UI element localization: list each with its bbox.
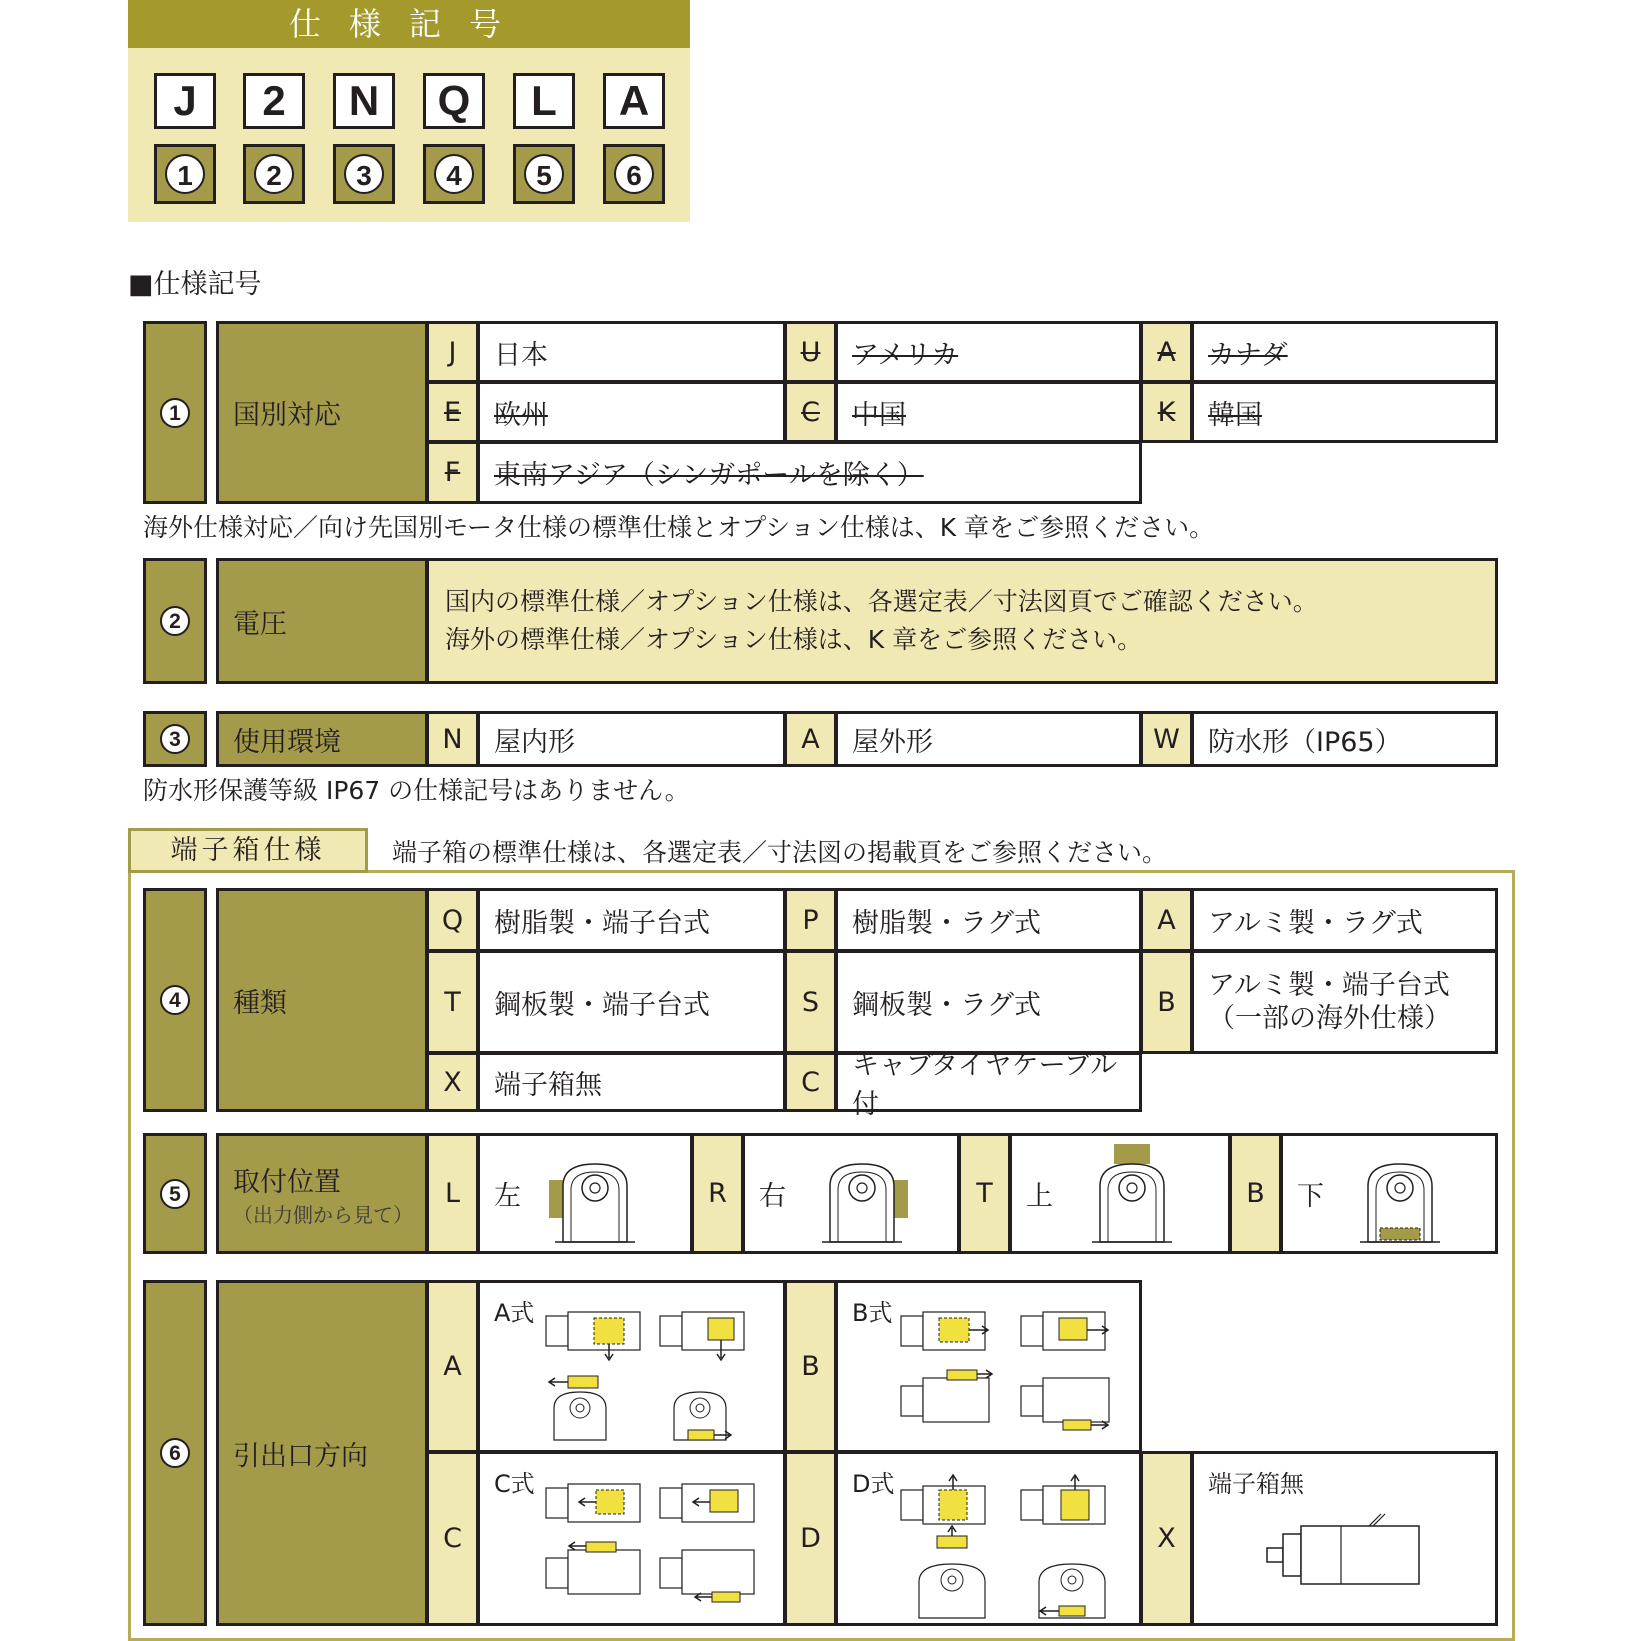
s5-value-label: 下 [1297, 1181, 1324, 1212]
s1-value-label: カナダ [1208, 339, 1288, 371]
s4-code-S: S [784, 950, 837, 1054]
s4-value-P [835, 888, 1142, 952]
mount-top-drawing [1082, 1140, 1182, 1246]
s2-line-1: 国内の標準仕様／オプション仕様は、各選定表／寸法図頁でご確認ください。 [445, 587, 1318, 616]
code-char-2: 2 [243, 73, 305, 129]
terminal-box-tab: 端子箱仕様 [128, 828, 368, 873]
circled-number: 6 [614, 154, 654, 194]
s4-code-P: P [784, 888, 837, 952]
s1-code-F: F [426, 441, 479, 504]
s1-value-A [1191, 321, 1498, 383]
s1-value-label: 日本 [494, 339, 548, 371]
circled-number: 5 [160, 1179, 190, 1209]
code-num-1 [154, 144, 216, 204]
code-num-3 [333, 144, 395, 204]
mount-right-drawing [812, 1156, 912, 1246]
circled-number: 1 [165, 154, 205, 194]
s6-value-label: A式 [494, 1299, 535, 1327]
s6-value-label: C式 [494, 1470, 535, 1498]
s4-code-X: X [426, 1052, 479, 1112]
code-char-1: J [154, 73, 216, 129]
s1-code-C: C [784, 381, 837, 443]
s3-value-label: 防水形（IP65） [1208, 726, 1402, 758]
code-num-2 [243, 144, 305, 204]
s5-code-T: T [958, 1133, 1011, 1254]
s6-code-X: X [1140, 1451, 1193, 1626]
s3-code-W: W [1140, 711, 1193, 767]
s1-code-J: J [426, 321, 479, 383]
s4-name [216, 888, 428, 1112]
s4-value-label: 鋼板製・端子台式 [494, 989, 710, 1021]
s6-value-label: 端子箱無 [1208, 1470, 1304, 1498]
mount-left-drawing [545, 1156, 645, 1246]
circled-number: 4 [160, 985, 190, 1015]
s4-value-label: キャブタイヤケーブル付 [852, 1050, 1118, 1120]
s3-code-A: A [784, 711, 837, 767]
s6-value-label: B式 [852, 1299, 893, 1327]
s1-value-label: 韓国 [1208, 399, 1262, 431]
code-char-4: Q [423, 73, 485, 129]
s5-code-R: R [691, 1133, 744, 1254]
s4-value-Q [477, 888, 786, 952]
s6-code-D: D [784, 1451, 837, 1626]
s5-value-label: 右 [759, 1181, 786, 1212]
s2-line-2: 海外の標準仕様／オプション仕様は、K 章をご参照ください。 [445, 625, 1143, 654]
s5-number [143, 1133, 207, 1254]
s3-value-W [1191, 711, 1498, 767]
s1-code-E: E [426, 381, 479, 443]
s4-value-label: 樹脂製・端子台式 [494, 907, 710, 939]
code-char-5: L [513, 73, 575, 129]
s4-value-C [835, 1050, 1142, 1120]
s5-value-label: 上 [1026, 1181, 1053, 1212]
s5-name-label: 取付位置 [233, 1166, 341, 1198]
s4-number [143, 888, 207, 1112]
s4-value-B [1191, 950, 1498, 1054]
s3-value-A [835, 711, 1142, 767]
spec-code-title: 仕様記号 [128, 0, 690, 48]
s4-value-label-2: （一部の海外仕様） [1208, 1003, 1451, 1034]
s4-value-label: アルミ製・端子台式 [1208, 970, 1450, 1001]
s4-value-A [1191, 888, 1498, 952]
circled-number: 1 [160, 398, 190, 428]
s4-value-label: 樹脂製・ラグ式 [852, 907, 1041, 939]
s2-name-label: 電圧 [233, 608, 287, 640]
s3-number [143, 711, 207, 767]
s1-name [216, 321, 428, 504]
circled-number: 4 [434, 154, 474, 194]
s3-code-N: N [426, 711, 479, 767]
s6-code-A: A [426, 1280, 479, 1453]
s3-value-label: 屋内形 [494, 726, 575, 758]
s1-code-U: U [784, 321, 837, 383]
s1-number [143, 321, 207, 504]
s6-number [143, 1280, 207, 1626]
s6-value-label: D式 [852, 1470, 895, 1498]
s4-code-A: A [1140, 888, 1193, 952]
s4-value-label: アルミ製・ラグ式 [1208, 907, 1423, 939]
circled-number: 3 [344, 154, 384, 194]
s3-note: 防水形保護等級 IP67 の仕様記号はありません。 [143, 776, 690, 805]
section-title: ■仕様記号 [128, 269, 262, 300]
code-num-4 [423, 144, 485, 204]
s1-value-E [477, 381, 786, 443]
s1-value-C [835, 381, 1142, 443]
s1-name-label: 国別対応 [233, 400, 341, 431]
code-num-6 [603, 144, 665, 204]
s6-name [216, 1280, 428, 1626]
s6-name-label: 引出口方向 [233, 1440, 368, 1472]
s5-code-B: B [1229, 1133, 1282, 1254]
circled-number: 2 [160, 606, 190, 636]
s2-description [426, 558, 1498, 684]
s1-code-K: K [1140, 381, 1193, 443]
s1-value-U [835, 321, 1142, 383]
s1-value-label: 欧州 [494, 399, 548, 431]
s4-code-Q: Q [426, 888, 479, 952]
s4-code-C: C [784, 1052, 837, 1112]
s2-name [216, 558, 428, 684]
s4-value-label: 鋼板製・ラグ式 [852, 989, 1041, 1021]
code-char-3: N [333, 73, 395, 129]
s4-code-B: B [1140, 950, 1193, 1054]
s1-code-A: A [1140, 321, 1193, 383]
s1-value-label: 中国 [852, 399, 906, 431]
s4-value-S [835, 950, 1142, 1054]
circled-number: 6 [160, 1438, 190, 1468]
s4-value-T [477, 950, 786, 1054]
s1-value-F [477, 441, 1142, 504]
s4-value-label: 端子箱無 [494, 1069, 602, 1101]
s4-value-X [477, 1052, 786, 1112]
s5-name-sublabel: （出力側から見て） [233, 1202, 413, 1227]
no-terminal-box-drawing [1265, 1510, 1435, 1600]
s3-name [216, 711, 428, 767]
s6-code-C: C [426, 1451, 479, 1626]
s1-value-label: アメリカ [852, 339, 959, 371]
code-num-5 [513, 144, 575, 204]
s1-value-K [1191, 381, 1498, 443]
s2-number [143, 558, 207, 684]
leadout-c-drawings [540, 1480, 780, 1620]
s1-note: 海外仕様対応／向け先国別モータ仕様の標準仕様とオプション仕様は、K 章をご参照ください。 [143, 513, 1215, 542]
code-char-6: A [603, 73, 665, 129]
leadout-a-drawings [540, 1308, 780, 1448]
s6-code-B: B [784, 1280, 837, 1453]
s5-name [216, 1133, 428, 1254]
circled-number: 3 [160, 724, 190, 754]
circled-number: 5 [524, 154, 564, 194]
circled-number: 2 [254, 154, 294, 194]
s3-value-N [477, 711, 786, 767]
s4-code-T: T [426, 950, 479, 1054]
s4-name-label: 種類 [233, 987, 287, 1019]
s5-value-label: 左 [494, 1181, 521, 1212]
leadout-d-drawings [895, 1472, 1125, 1622]
mount-bottom-drawing [1350, 1156, 1450, 1246]
s5-code-L: L [426, 1133, 479, 1254]
s1-value-J [477, 321, 786, 383]
leadout-b-drawings [895, 1308, 1125, 1448]
terminal-box-note: 端子箱の標準仕様は、各選定表／寸法図の掲載頁をご参照ください。 [392, 838, 1168, 867]
s3-name-label: 使用環境 [233, 726, 341, 758]
s1-value-label: 東南アジア（シンガポールを除く） [494, 460, 924, 491]
s3-value-label: 屋外形 [852, 726, 933, 758]
